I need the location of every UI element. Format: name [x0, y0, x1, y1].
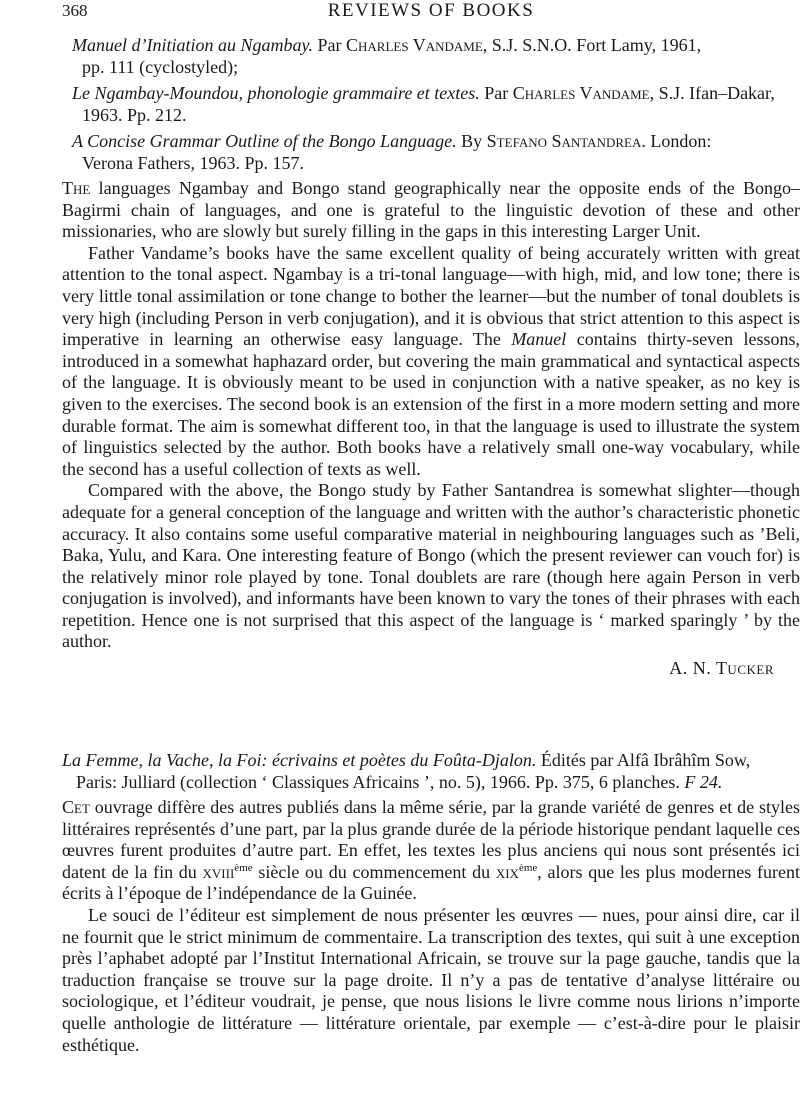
citation-price: F 24. [684, 772, 723, 793]
citation-title: Manuel d’Initiation au Ngambay. [72, 35, 313, 55]
italic-title: Manuel [511, 329, 567, 350]
page-header [62, 0, 800, 26]
citation-title: Le Ngambay-Moundou, phonologie grammaire et textes. [72, 83, 480, 103]
running-head: REVIEWS OF BOOKS [327, 0, 535, 21]
review1-citations [62, 34, 800, 174]
section-gap [62, 679, 800, 749]
review1-paragraph-3: Compared with the above, the Bongo study by Father Santandrea is somewhat slighter—though adequate for a general conception of the language and written with the author’s characteristic phonetic accuracy. It also contains some useful comparative material in neighbouring languages such as ’Beli, Baka, Yulu, and Kara. One interesting feature of Bongo (which the present reviewer can vouch for) is the relatively minor role played by tone. Tonal doublets are rare (though here again Person in verb conjugation is involved), and informants have been known to vary the tones of their phrases with each repetition. Hence one is not surprised that this aspect of the language is ‘ marked sparingly ’ by the author. [62, 480, 800, 652]
citation-editor: Édités par Alfâ Ibrâhîm Sow, [536, 750, 751, 771]
drop-word: Cet [62, 797, 90, 818]
review2-paragraph-2: Le souci de l’éditeur est simplement de nous présenter les œuvres — nues, pour ainsi dire, car il ne fournit que le strict minimum de commentaire. La transcription des textes, qui suit à une exception près l’aphabet adopté par l’Institut International Africain, se trouve sur la page gauche, tandis que la traduction française se trouve sur la page droite. Il n’y a pas de tentative d’analyse littéraire ou sociologique, et l’éditeur voudrait, je pense, que nous lisions le livre comme nous lirions n’importe quelle anthologie de littérature — littérature orientale, par exemple — c’est-à-dire pour le plaisir esthétique. [62, 905, 800, 1055]
review1-paragraph-1 [62, 178, 800, 243]
citation-bongo-grammar [62, 130, 800, 174]
citation-pages: pp. 111 (cyclostyled); [82, 57, 239, 77]
citation-publisher: , S.J. S.N.O. Fort Lamy, 1961, [482, 35, 702, 55]
review2-paragraph-1 [62, 797, 800, 905]
citation-publisher: , S.J. Ifan–Dakar, [649, 83, 775, 103]
citation-by: Par [479, 83, 513, 103]
citation-ngambay-manuel [62, 34, 800, 78]
citation-author: Stefano Santandrea [486, 131, 642, 151]
superscript: ème [518, 861, 538, 874]
citation-pages: Verona Fathers, 1963. Pp. 157. [82, 153, 304, 173]
citation-by: By [456, 131, 487, 151]
citation-ngambay-moundou [62, 82, 800, 126]
reviewer-signature: A. N. Tucker [669, 658, 774, 679]
citation-author: Charles Vandame [345, 35, 483, 55]
citation-by: Par [312, 35, 346, 55]
review1-paragraph-2 [62, 243, 800, 481]
paragraph-text: contains thirty-seven lessons, introduced in a somewhat haphazard order, but covering the main grammatical and syntactical aspects of the language. It is obviously meant to be used in conjunction with a native speaker, as no key is given to the exercises. The second book is an extension of the first in a more modern setting and more durable format. The aim is somewhat different too, in that the language is used to illustrate the system of linguistics selected by the author. Both books have a relatively small one-way vocabulary, while the second has a useful collection of texts as well. [62, 329, 800, 479]
paragraph-text: , alors que les plus modernes furent écrits à l’époque de l’indépendance de la Guinée. [62, 861, 800, 904]
citation-publisher: . London: [641, 131, 712, 151]
superscript: ème [234, 861, 253, 874]
paragraph-text: ouvrage diffère des autres publiés dans la même série, par la grande variété de genres et de styles littéraires représentés d’une part, par la plus grande durée de la période historique pendant laquelle ces œuvres furent produites d’autre part. En effet, les textes les plus anciens qui nous sont présentés ici datent de la fin du [62, 797, 800, 882]
citation-title: A Concise Grammar Outline of the Bongo Language. [72, 131, 457, 151]
citation-title: La Femme, la Vache, la Foi: écrivains et poètes du Foûta-Djalon. [62, 750, 537, 771]
citation-pages: 1963. Pp. 212. [82, 105, 187, 125]
citation-publisher: Paris: Julliard (collection ‘ Classiques Africains ’, no. 5), 1966. Pp. 375, 6 planches. [76, 772, 685, 793]
century-numeral: xix [495, 861, 519, 882]
drop-word: The [62, 178, 91, 198]
paragraph-text: siècle ou du commencement du [252, 861, 496, 882]
paragraph-text: languages Ngambay and Bongo stand geographically near the opposite ends of the Bongo–Bagirmi chain of languages, and one is grateful to the linguistic devotion of these and other missionaries, who are slowly but surely filling in the gaps in this interesting Larger Unit. [62, 178, 800, 242]
paragraph-text: Father Vandame’s books have the same excellent quality of being accurately written with great attention to the tonal aspect. Ngambay is a tri-tonal language—with high, mid, and low tone; there is very little tonal assimilation or tone change to bother the learner—but the number of tonal doublets is very high (including Person in verb conjugation), and it is obvious that strict attention to this aspect is imperative in learning an otherwise easy language. The [62, 242, 800, 350]
century-numeral: xviii [202, 861, 235, 882]
review2-citation [62, 749, 800, 793]
page-number: 368 [62, 1, 88, 20]
citation-author: Charles Vandame [512, 83, 650, 103]
journal-page [62, 0, 800, 1105]
